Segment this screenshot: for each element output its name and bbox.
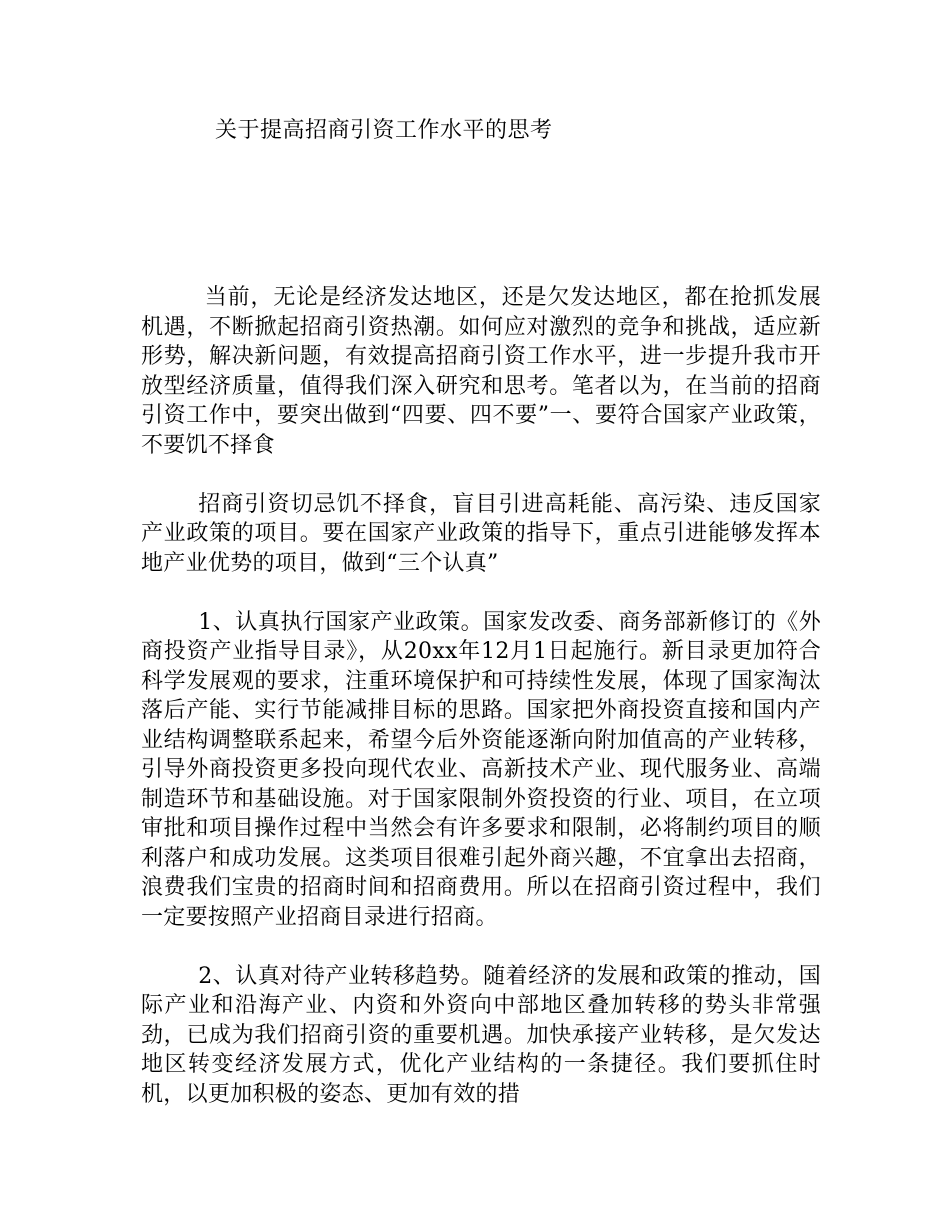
paragraph-intro: 当前，无论是经济发达地区，还是欠发达地区，都在抢抓发展机遇，不断掀起招商引资热潮。如何应对激烈的竞争和挑战，适应新形势，解决新问题，有效提高招商引资工作水平，进一步提升我市开放型经济质量，值得我们深入研究和思考。笔者以为，在当前的招商引资工作中，要突出做到“四要、四不要”一、要符合国家产业政策，不要饥不择食 bbox=[141, 285, 821, 458]
paragraph-point-2: 2、认真对待产业转移趋势。随着经济的发展和政策的推动，国际产业和沿海产业、内资和外资向中部地区叠加转移的势头非常强劲，已成为我们招商引资的重要机遇。加快承接产业转移，是欠发达地区转变经济发展方式，优化产业结构的一条捷径。我们要抓住时机，以更加积极的姿态、更加有效的措 bbox=[141, 963, 821, 1107]
paragraph-industry-policy: 招商引资切忌饥不择食，盲目引进高耗能、高污染、违反国家产业政策的项目。要在国家产业政策的指导下，重点引进能够发挥本地产业优势的项目，做到“三个认真” bbox=[141, 491, 821, 576]
document-title: 关于提高招商引资工作水平的思考 bbox=[215, 118, 553, 143]
document-body bbox=[141, 283, 821, 1109]
paragraph-point-1: 1、认真执行国家产业政策。国家发改委、商务部新修订的《外商投资产业指导目录》，从20xx年12月1日起施行。新目录更加符合科学发展观的要求，注重环境保护和可持续性发展，体现了国家淘汰落后产能、实行节能减排目标的思路。国家把外商投资直接和国内产业结构调整联系起来，希望今后外资能逐渐向附加值高的产业转移，引导外商投资更多投向现代农业、高新技术产业、现代服务业、高端制造环节和基础设施。对于国家限制外资投资的行业、项目，在立项审批和项目操作过程中当然会有许多要求和限制，必将制约项目的顺利落户和成功发展。这类项目很难引起外商兴趣，不宜拿出去招商，浪费我们宝贵的招商时间和招商费用。所以在招商引资过程中，我们一定要按照产业招商目录进行招商。 bbox=[141, 609, 821, 930]
